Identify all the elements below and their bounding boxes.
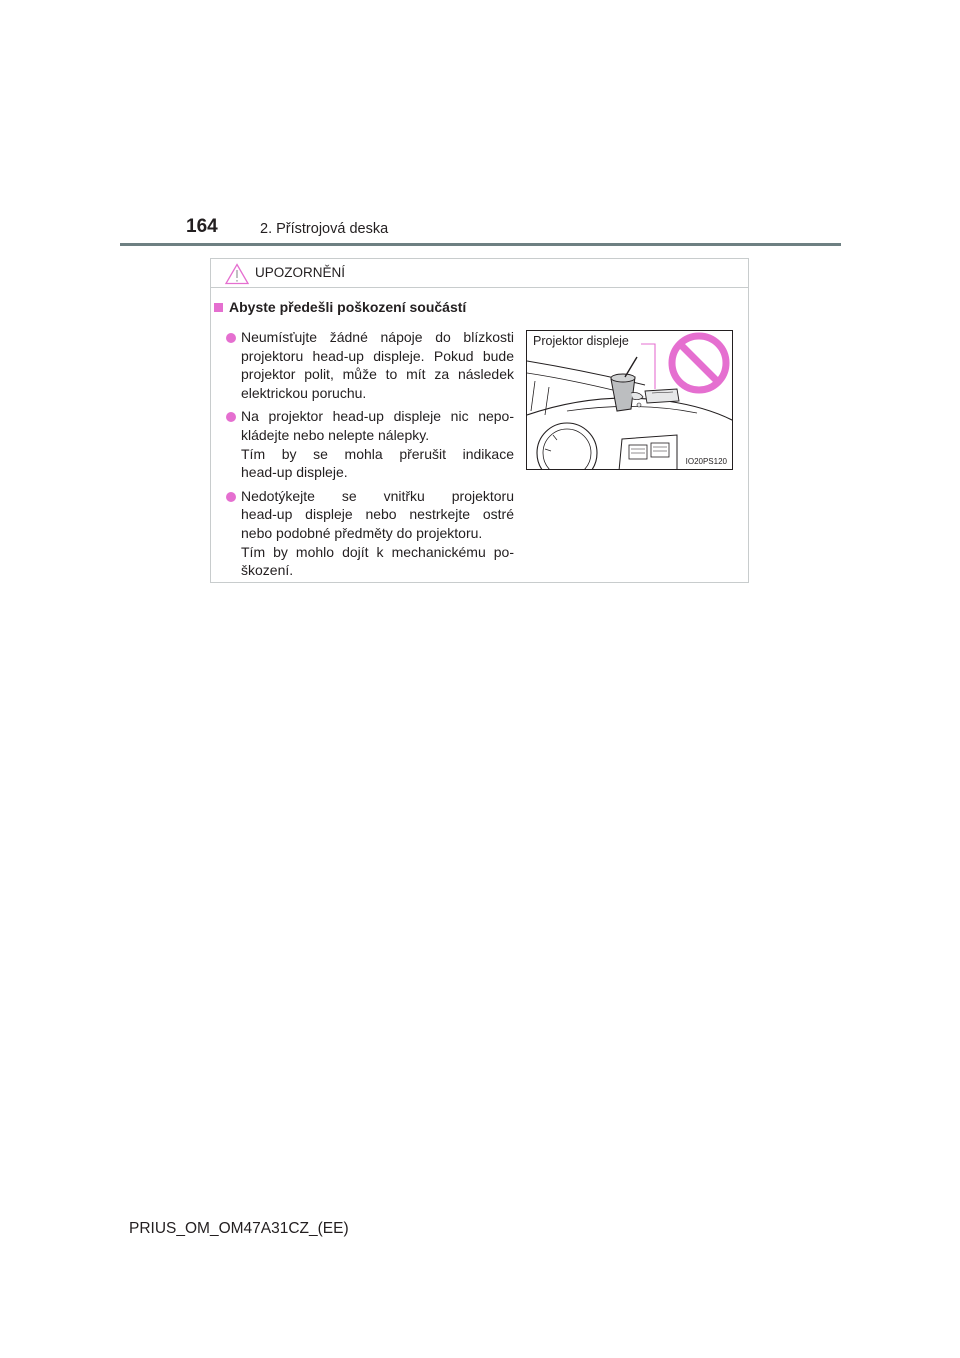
prohibition-sign-icon bbox=[672, 336, 726, 390]
round-bullet-icon bbox=[226, 492, 236, 502]
text-line: kládejte nebo nelepte nálepky. bbox=[241, 426, 430, 443]
round-bullet-icon bbox=[226, 333, 236, 343]
text-line: nebo podobné předměty do projektoru. bbox=[241, 524, 483, 541]
caution-box bbox=[210, 258, 749, 583]
list-item bbox=[226, 487, 514, 580]
page-number: 164 bbox=[186, 216, 218, 237]
dashboard-illustration bbox=[527, 331, 733, 470]
section-heading-text: Abyste předešli poškození součástí bbox=[229, 299, 467, 315]
square-bullet-icon bbox=[214, 303, 223, 312]
caution-header bbox=[211, 259, 748, 288]
text-line: projektoru head-up displeje. Pokud bude bbox=[241, 347, 514, 364]
warning-triangle-icon bbox=[225, 263, 249, 285]
text-line: projektor polit, může to mít za následek bbox=[241, 366, 514, 383]
list-item bbox=[226, 407, 514, 481]
text-line: Na projektor head-up displeje nic nepo- bbox=[241, 408, 514, 425]
footer-doc-code: PRIUS_OM_OM47A31CZ_(EE) bbox=[129, 1220, 349, 1237]
figure-code: IO20PS120 bbox=[685, 457, 727, 466]
round-bullet-icon bbox=[226, 412, 236, 422]
figure-label: Projektor displeje bbox=[533, 334, 629, 348]
list-item bbox=[226, 328, 514, 402]
text-line: Nedotýkejte se vnitřku projektoru bbox=[241, 487, 514, 504]
text-line: Tím by se mohla přerušit indikace bbox=[241, 445, 514, 462]
text-line: Neumísťujte žádné nápoje do blízkosti bbox=[241, 329, 514, 345]
text-line: head-up displeje nebo nestrkejte ostré bbox=[241, 506, 514, 523]
caution-title: UPOZORNĚNÍ bbox=[255, 265, 346, 280]
text-line: škození. bbox=[241, 562, 294, 579]
section-heading bbox=[214, 299, 466, 315]
text-line: elektrickou poruchu. bbox=[241, 384, 367, 401]
text-line: Tím by mohlo dojít k mechanickému po- bbox=[241, 543, 514, 560]
header-rule bbox=[120, 243, 841, 246]
illustration-figure bbox=[526, 330, 733, 470]
chapter-title: 2. Přístrojová deska bbox=[260, 221, 389, 237]
text-line: head-up displeje. bbox=[241, 464, 348, 481]
caution-list bbox=[226, 328, 514, 585]
